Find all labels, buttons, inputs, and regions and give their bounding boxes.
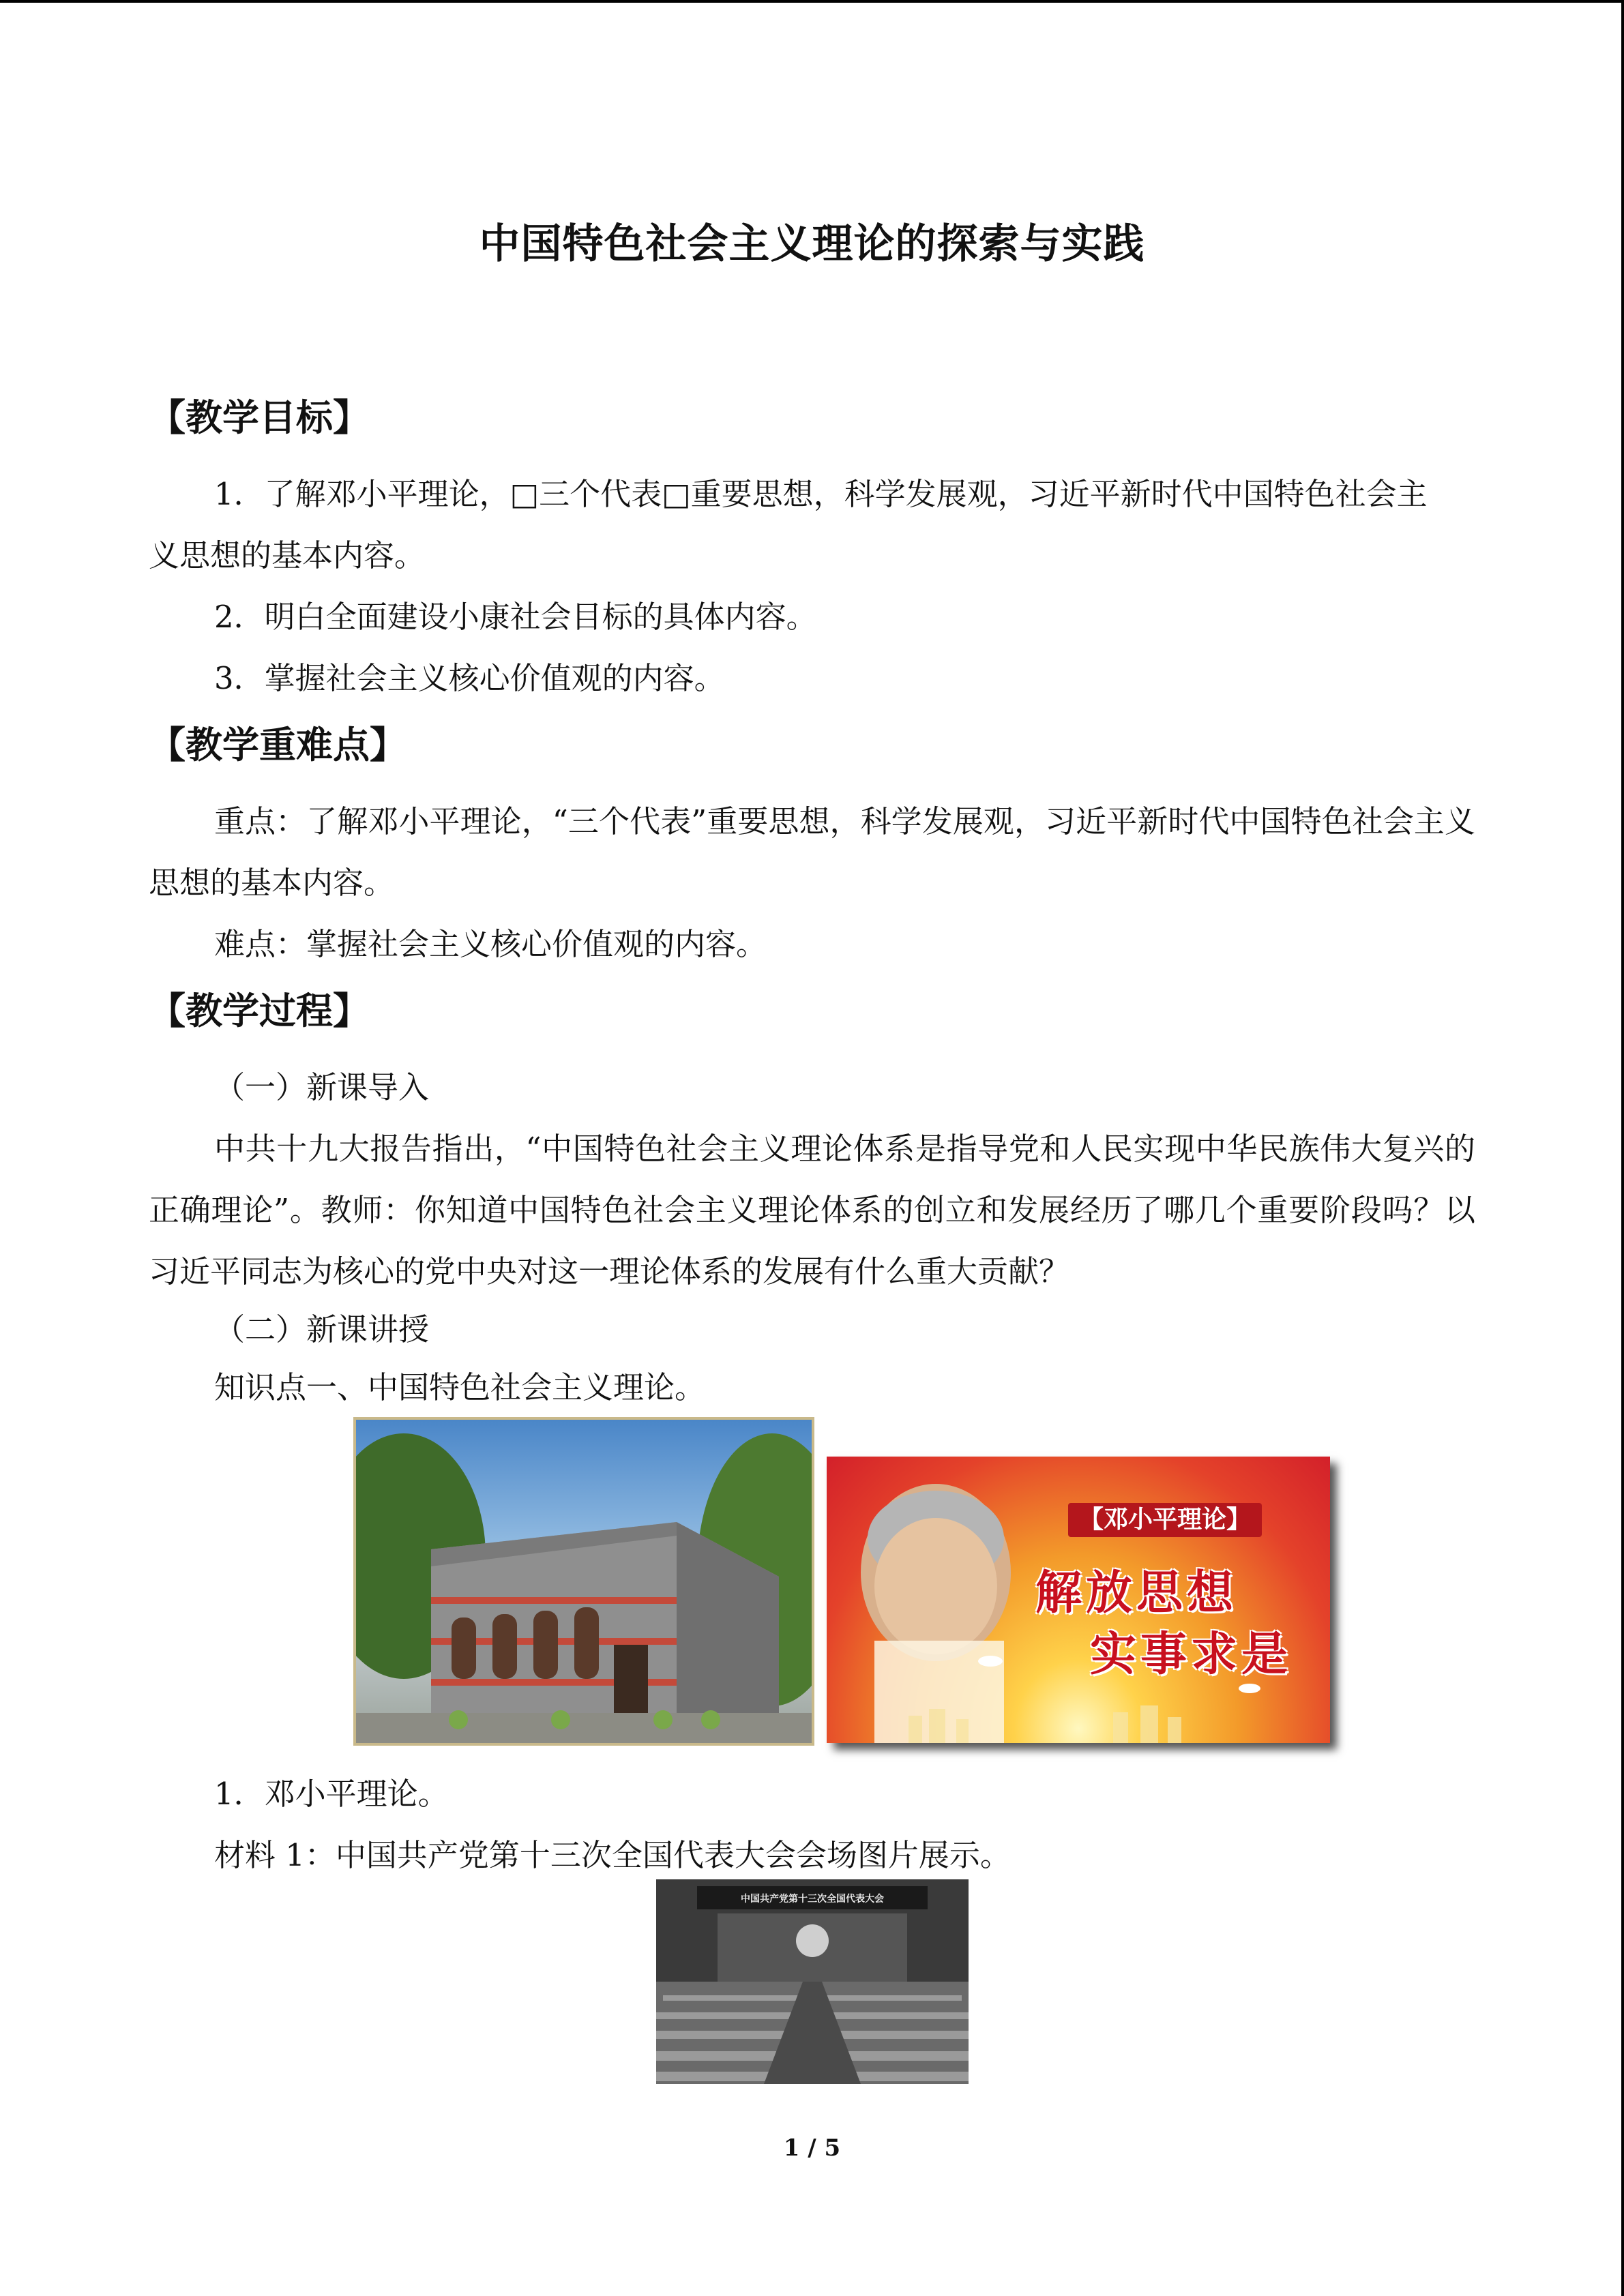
thirteenth-congress-photo bbox=[656, 1879, 969, 2084]
heading-objectives: 【教学目标】 bbox=[149, 396, 370, 439]
deng-poster-slogan-2: 实事求是 bbox=[1090, 1628, 1293, 1682]
intro-paragraph: 中共十九大报告指出，“中国特色社会主义理论体系是指导党和人民实现中华民族伟大复兴的正确理论”。教师：你知道中国特色社会主义理论体系的创立和发展经历了哪几个重要阶段吗？以习近平同志为核心的党中央对这一理论体系的发展有什么重大贡献？ bbox=[149, 1131, 1475, 1289]
knowledge-point-1: 知识点一、中国特色社会主义理论。 bbox=[214, 1369, 706, 1405]
congress-hall-illustration bbox=[656, 1879, 969, 2084]
hall-illustration bbox=[356, 1420, 812, 1743]
deng-poster-slogan-1: 解放思想 bbox=[1035, 1566, 1238, 1620]
intro-label: （一）新课导入 bbox=[214, 1069, 430, 1105]
document-title: 中国特色社会主义理论的探索与实践 bbox=[479, 220, 1145, 268]
deng-xiaoping-poster bbox=[827, 1457, 1330, 1743]
lecture-label: （二）新课讲授 bbox=[214, 1311, 430, 1347]
congress-banner-text: 中国共产党第十三次全国代表大会 bbox=[741, 1894, 884, 1905]
heading-key-points: 【教学重难点】 bbox=[149, 724, 407, 766]
objective-1-line-2: 义思想的基本内容。 bbox=[149, 537, 426, 573]
objective-1-line-1: 1．了解邓小平理论，□三个代表□重要思想，科学发展观，习近平新时代中国特色社会主 bbox=[214, 476, 1428, 512]
page-border-top bbox=[0, 0, 1624, 3]
item-deng-theory: 1．邓小平理论。 bbox=[214, 1776, 449, 1812]
heading-process: 【教学过程】 bbox=[149, 989, 370, 1032]
deng-poster-tag: 【邓小平理论】 bbox=[1068, 1503, 1262, 1537]
difficulty-paragraph: 难点：掌握社会主义核心价值观的内容。 bbox=[214, 926, 767, 962]
page-number: 1 / 5 bbox=[783, 2134, 841, 2162]
focus-paragraph: 重点：了解邓小平理论，“三个代表”重要思想，科学发展观，习近平新时代中国特色社会主义思想的基本内容。 bbox=[149, 803, 1475, 901]
historic-hall-photo bbox=[353, 1417, 814, 1746]
objective-2: 2．明白全面建设小康社会目标的具体内容。 bbox=[214, 599, 817, 635]
page-border-right bbox=[1621, 0, 1624, 2296]
objective-3: 3．掌握社会主义核心价值观的内容。 bbox=[214, 660, 725, 696]
material-1: 材料 1：中国共产党第十三次全国代表大会会场图片展示。 bbox=[214, 1837, 1011, 1873]
